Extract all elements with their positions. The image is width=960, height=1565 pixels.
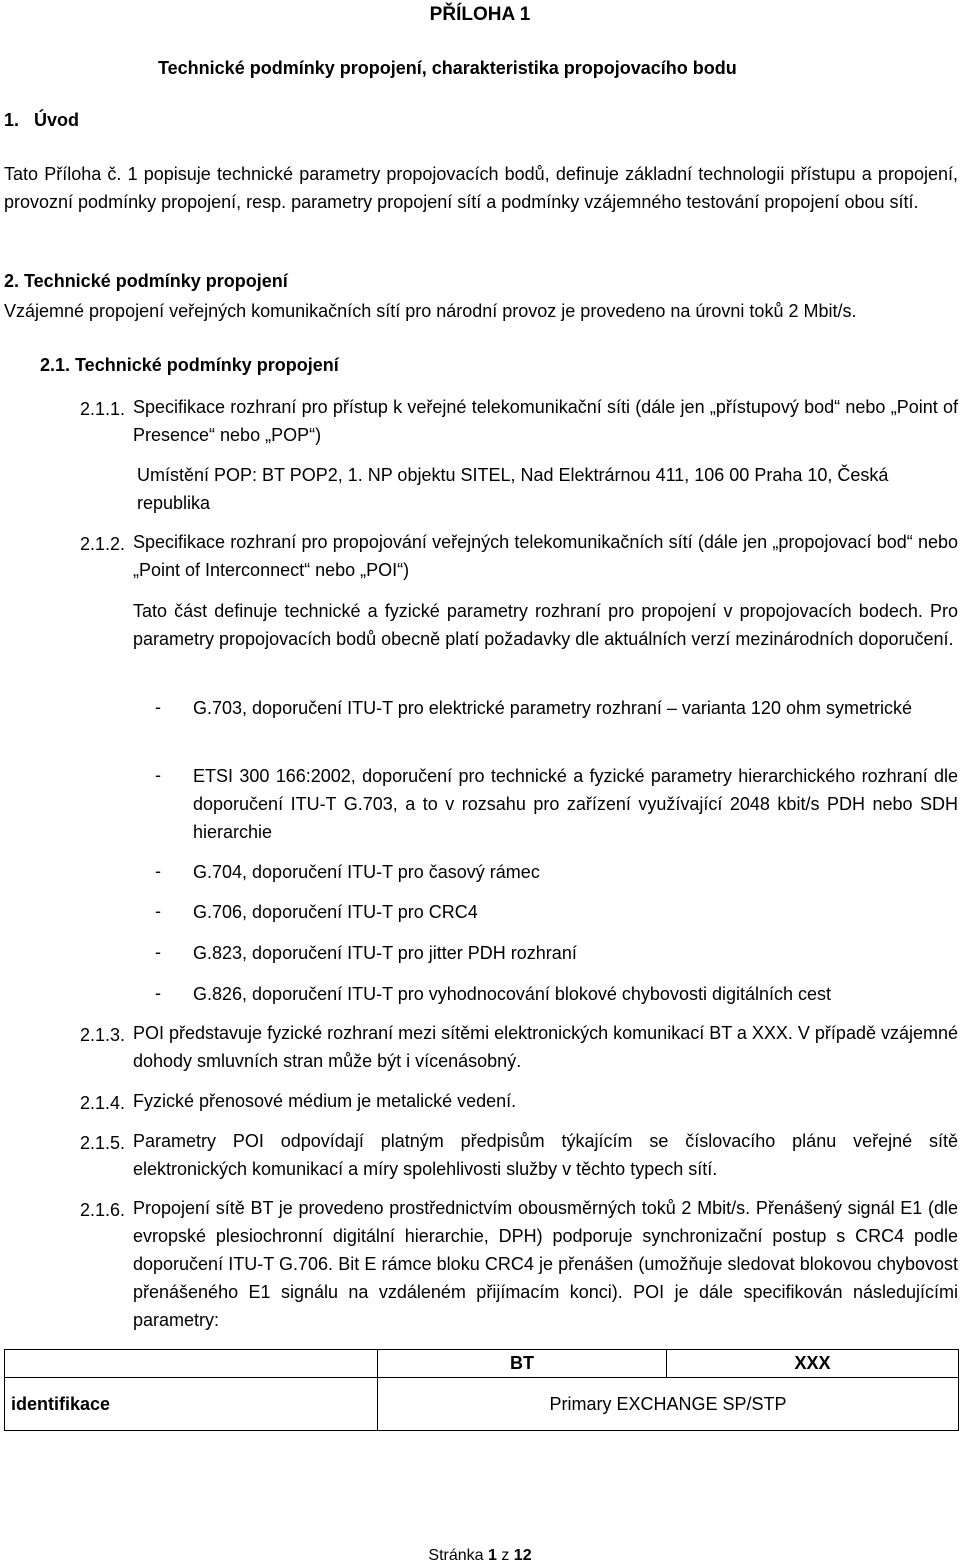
section-1-heading: 1. Úvod bbox=[4, 110, 80, 130]
footer-prefix: Stránka bbox=[428, 1547, 488, 1564]
item-2-1-6-number: 2.1.6. bbox=[80, 1200, 126, 1220]
section-1-text: Tato Příloha č. 1 popisuje technické parametry propojovacích bodů, definuje základní technologii přístupu a propojení, provozní podmínky propojení, resp. parametry propojení sítí a podmínky vzájemného testování propojení obou sítí. bbox=[4, 164, 958, 212]
item-2-1-3-number: 2.1.3. bbox=[80, 1025, 126, 1045]
list-item: G.823, doporučení ITU-T pro jitter PDH rozhraní bbox=[193, 943, 577, 963]
item-2-1-1-text: Specifikace rozhraní pro přístup k veřejné telekomunikační síti (dále jen „přístupový bod“ nebo „Point of Presence“ nebo „POP“) bbox=[133, 397, 958, 445]
list-item: G.704, doporučení ITU-T pro časový rámec bbox=[193, 862, 540, 882]
table-header-xxx: XXX bbox=[667, 1350, 959, 1378]
pop-location: Umístění POP: BT POP2, 1. NP objektu SITEL, Nad Elektrárnou 411, 106 00 Praha 10, Česká republika bbox=[137, 465, 889, 513]
list-item: G.703, doporučení ITU-T pro elektrické parametry rozhraní – varianta 120 ohm symetrické bbox=[193, 698, 912, 718]
footer-page-number: 1 bbox=[488, 1547, 497, 1564]
bullet-dash: - bbox=[155, 861, 161, 881]
table-row-value: Primary EXCHANGE SP/STP bbox=[378, 1378, 959, 1431]
item-2-1-3-text: POI představuje fyzické rozhraní mezi sítěmi elektronických komunikací BT a XXX. V případě vzájemné dohody smluvních stran může být i vícenásobný. bbox=[133, 1023, 959, 1071]
section-2-text: Vzájemné propojení veřejných komunikačních sítí pro národní provoz je provedeno na úrovni toků 2 Mbit/s. bbox=[4, 301, 857, 321]
bullet-dash: - bbox=[155, 901, 161, 921]
table-row bbox=[5, 1378, 959, 1431]
bullet-dash: - bbox=[155, 983, 161, 1003]
page-footer bbox=[0, 1547, 960, 1565]
section-2-heading: 2. Technické podmínky propojení bbox=[4, 271, 288, 291]
bullet-dash: - bbox=[155, 942, 161, 962]
item-2-1-2-text: Specifikace rozhraní pro propojování veřejných telekomunikačních sítí (dále jen „propojovací bod“ nebo „Point of Interconnect“ nebo „POI“) bbox=[133, 532, 958, 580]
item-2-1-5-number: 2.1.5. bbox=[80, 1133, 126, 1153]
table-row-label: identifikace bbox=[5, 1378, 378, 1431]
item-2-1-5-text: Parametry POI odpovídají platným předpisům týkajícím se číslovacího plánu veřejné sítě elektronických komunikací a míry spolehlivosti služby v těchto typech sítí. bbox=[133, 1131, 958, 1179]
bullet-dash: - bbox=[155, 765, 161, 785]
list-item: G.706, doporučení ITU-T pro CRC4 bbox=[193, 902, 478, 922]
section-2-1-heading: 2.1. Technické podmínky propojení bbox=[40, 355, 339, 375]
item-2-1-6-text: Propojení sítě BT je provedeno prostřednictvím obousměrných toků 2 Mbit/s. Přenášený signál E1 (dle evropské plesiochronní digitální hierarchie, DPH) podporuje synchronizační postup s CRC4 podle doporučení ITU-T G.706. Bit E rámce bloku CRC4 je přenášen (umožňuje sledovat blokovou chybovost přenášeného E1 signálu na vzdáleném přijímacím konci). POI je dále specifikován následujícími parametry: bbox=[133, 1198, 958, 1330]
item-2-1-2-description: Tato část definuje technické a fyzické parametry rozhraní pro propojení v propojovacích bodech. Pro parametry propojovacích bodů obecně platí požadavky dle aktuálních verzí mezinárodních doporučení. bbox=[133, 601, 958, 649]
list-item: G.826, doporučení ITU-T pro vyhodnocování blokové chybovosti digitálních cest bbox=[193, 984, 832, 1004]
item-2-1-1-number: 2.1.1. bbox=[80, 399, 126, 419]
list-item: ETSI 300 166:2002, doporučení pro technické a fyzické parametry hierarchického rozhraní dle doporučení ITU-T G.703, a to v rozsahu pro zařízení využívající 2048 kbit/s PDH nebo SDH hierarchie bbox=[193, 766, 958, 842]
item-2-1-4-number: 2.1.4. bbox=[80, 1093, 126, 1113]
document-subtitle: Technické podmínky propojení, charakteristika propojovacího bodu bbox=[158, 58, 737, 78]
document-title: PŘÍLOHA 1 bbox=[429, 4, 531, 25]
footer-page-total: 12 bbox=[513, 1547, 532, 1564]
table-header-empty-cell bbox=[5, 1350, 378, 1378]
item-2-1-4-text: Fyzické přenosové médium je metalické vedení. bbox=[133, 1091, 517, 1111]
poi-parameters-table bbox=[4, 1349, 959, 1431]
footer-separator: z bbox=[496, 1547, 514, 1564]
item-2-1-2-number: 2.1.2. bbox=[80, 534, 126, 554]
table-header-bt: BT bbox=[378, 1350, 667, 1378]
table-header-row bbox=[5, 1350, 959, 1378]
bullet-dash: - bbox=[155, 697, 161, 717]
